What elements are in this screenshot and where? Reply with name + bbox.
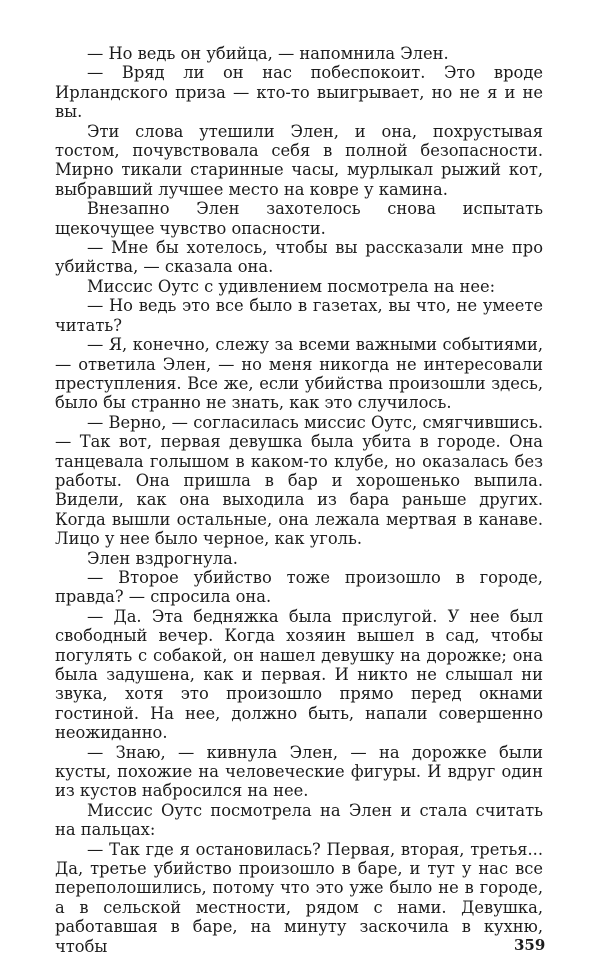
paragraph-4: Внезапно Элен захотелось снова испытать щекочущее чувство опасности. [55,199,543,238]
paragraph-6: Миссис Оутс с удивлением посмотрела на нее: [87,276,496,296]
paragraph-10: Элен вздрогнула. [87,548,238,568]
paragraph-13: — Знаю, — кивнула Элен, — на дорожке были кусты, похожие на человеческие фигуры. И вдруг один из кустов набросился на нее. [55,742,543,801]
paragraph-5: — Мне бы хотелось, чтобы вы рассказали мне про убийства, — сказала она. [55,238,543,277]
paragraph-12: — Да. Эта бедняжка была прислугой. У нее был свободный вечер. Когда хозяин вышел в сад, чтобы погулять с собакой, он нашел девушку на дорожке; она была задушена, как и первая. И никто не слышал ни звука, хотя это произошло прямо перед окнами гостиной. На нее, должно быть, напали совершенно неожиданно. [55,606,543,743]
page-number: 359 [514,936,546,954]
book-page-text [55,44,546,956]
paragraph-11: — Второе убийство тоже произошло в городе, правда? — спросила она. [55,567,543,607]
paragraph-3: Эти слова утешили Элен, и она, похрустывая тостом, почувствовала себя в полной безопасности. Мирно тикали старинные часы, мурлыкал рыжий кот, выбравший лучшее место на ковре у камина. [55,121,543,199]
paragraph-15: — Так где я остановилась? Первая, вторая, третья... Да, третье убийство произошло в баре, и тут у нас все переполошились, потому что это уже было не в городе, а в сельской местности, рядом с нами. Девушка, работавшая в баре, на минуту заскочила в кухню, чтобы [55,839,543,956]
paragraph-2: — Вряд ли он нас побеспокоит. Это вроде Ирландского приза — кто-то выигрывает, но не я и не вы. [55,63,543,122]
paragraph-14: Миссис Оутс посмотрела на Элен и стала считать на пальцах: [55,800,543,840]
paragraph-7: — Но ведь это все было в газетах, вы что, не умеете читать? [55,296,543,335]
paragraph-9: — Верно, — согласилась миссис Оутс, смягчившись. — Так вот, первая девушка была убита в городе. Она танцевала голышом в каком-то клубе, но оказалась без работы. Она пришла в бар и хорошенько выпила. Видели, как она выходила из бара раньше других. Когда вышли остальные, она лежала мертвая в канаве. Лицо у нее было черное, как уголь. [55,412,543,549]
paragraph-1: — Но ведь он убийца, — напомнила Элен. [87,44,449,63]
paragraph-8: — Я, конечно, слежу за всеми важными событиями, — ответила Элен, — но меня никогда не интересовали преступления. Все же, если убийства произошли здесь, было бы странно не знать, как это случилось. [55,335,543,413]
